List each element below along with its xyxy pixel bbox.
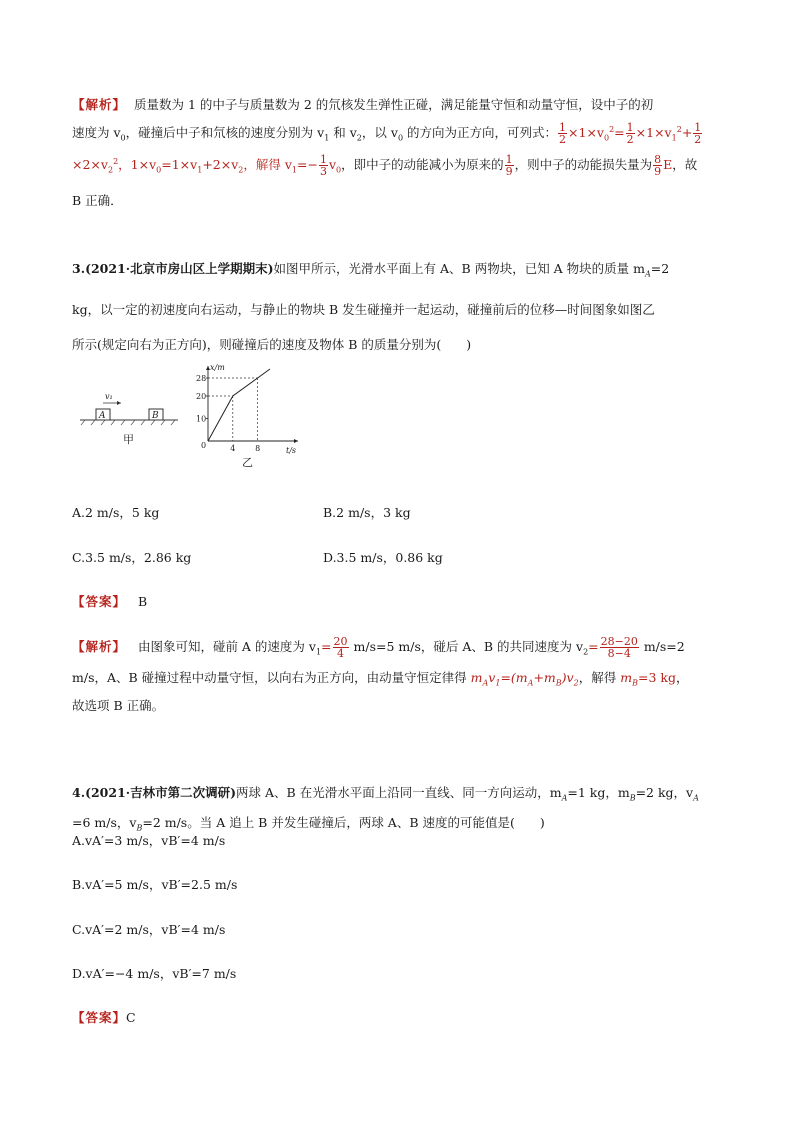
q4-option-b[interactable]: B.vA′=5 m/s，vB′=2.5 m/s	[72, 877, 238, 892]
q3-option-a[interactable]: A.2 m/s，5 kg	[72, 505, 160, 520]
figure-jia	[75, 390, 185, 450]
q4-option-a[interactable]: A.vA′=3 m/s，vB′=4 m/s	[72, 833, 226, 848]
q3-answer: 【答案】 B	[72, 594, 148, 609]
q2-analysis	[72, 94, 722, 211]
y-tick-label-2: 28	[196, 374, 207, 383]
origin-label: 0	[201, 441, 207, 450]
q3-option-b[interactable]: B.2 m/s，3 kg	[323, 505, 411, 520]
xt-series-line	[208, 369, 270, 441]
q3-option-d[interactable]: D.3.5 m/s，0.86 kg	[323, 550, 443, 565]
block-b-label: B	[152, 411, 159, 421]
x-tick-label-0: 4	[230, 444, 236, 453]
block-a-label: A	[99, 411, 106, 421]
x-tick-label-1: 8	[255, 444, 261, 453]
figure-yi-chart	[190, 360, 310, 470]
q3-stem: 3.(2021·北京市房山区上学期期末)如图甲所示，光滑水平面上有 A、B 两物块，已知 A 物块的质量 $m_A=2$ kg，以一定的初速度向右运动，与静止的物块 B 发生碰撞并一起运动，碰撞前后的位移—时间图象如图乙 所示(规定向右为正方向)，则碰撞后的速度及物体 B 的质量分别为( )	[72, 261, 670, 352]
velocity-label: v₁	[105, 392, 113, 401]
q2-analysis-line3: $\times 2\times v_2^2$，$1\times v_0=1\times v_1+2\times v_2$，解得 $v_1=-$ $\frac{1}{3}$ $v_0$，即中子的动能减小为原来的 $\frac{1}{9}$ ，则中子的动能损失量为 $\frac{8}{9}$ E，故	[72, 152, 698, 178]
y-axis-label: x/m	[210, 363, 225, 372]
q4-option-d[interactable]: D.vA′=−4 m/s，vB′=7 m/s	[72, 966, 237, 981]
q2-analysis-line1: 【解析】 质量数为 1 的中子与质量数为 2 的氘核发生弹性正碰，满足能量守恒和动量守恒，设中子的初	[72, 97, 654, 112]
q2-analysis-line4: B 正确．	[72, 193, 123, 209]
q4-option-c[interactable]: C.vA′=2 m/s，vB′=4 m/s	[72, 922, 226, 937]
q2-analysis-line2: 速度为 $v_0$，碰撞后中子和氘核的速度分别为 $v_1$ 和 $v_2$，以 $v_0$ 的方向为正方向，可列式： $\frac{1}{2}$ $\times 1\times v_0^2=$ $\frac{1}{2}$ $\times 1\times v_1^2+$ $\frac{1}{2}$	[72, 121, 702, 147]
y-tick-label-1: 20	[196, 392, 207, 401]
q3-option-c[interactable]: C.3.5 m/s，2.86 kg	[72, 550, 192, 565]
q4-stem: 4.(2021·吉林市第二次调研)两球 A、B 在光滑水平面上沿同一直线、同一方向运动，$m_A=1$ kg，$m_B=2$ kg，$v_A$ =6 m/s，$v_B=2$ m/s。当 A 追上 B 并发生碰撞后，两球 A、B 速度的可能值是( )	[72, 785, 699, 832]
q3-analysis: 【解析】 由图象可知，碰前 A 的速度为 $v_1=$ $\frac{20}{4}$ m/s=5 m/s，碰后 A、B 的共同速度为 $v_2=$ $\frac{28-20}{8-4}$ m/s=2 m/s，A、B 碰撞过程中动量守恒，以向右为正方向，由动量守恒定律得 $m_Av_1=(m_A+m_B)v_2$，解得 $m_B=3$ kg， 故选项 B 正确。	[72, 635, 689, 713]
x-axis-label: t/s	[286, 446, 297, 455]
figure-jia-caption: 甲	[123, 433, 134, 446]
figure-yi-caption: 乙	[242, 456, 253, 469]
y-tick-label-0: 10	[196, 414, 207, 424]
q4-answer: 【答案】C	[72, 1010, 136, 1025]
